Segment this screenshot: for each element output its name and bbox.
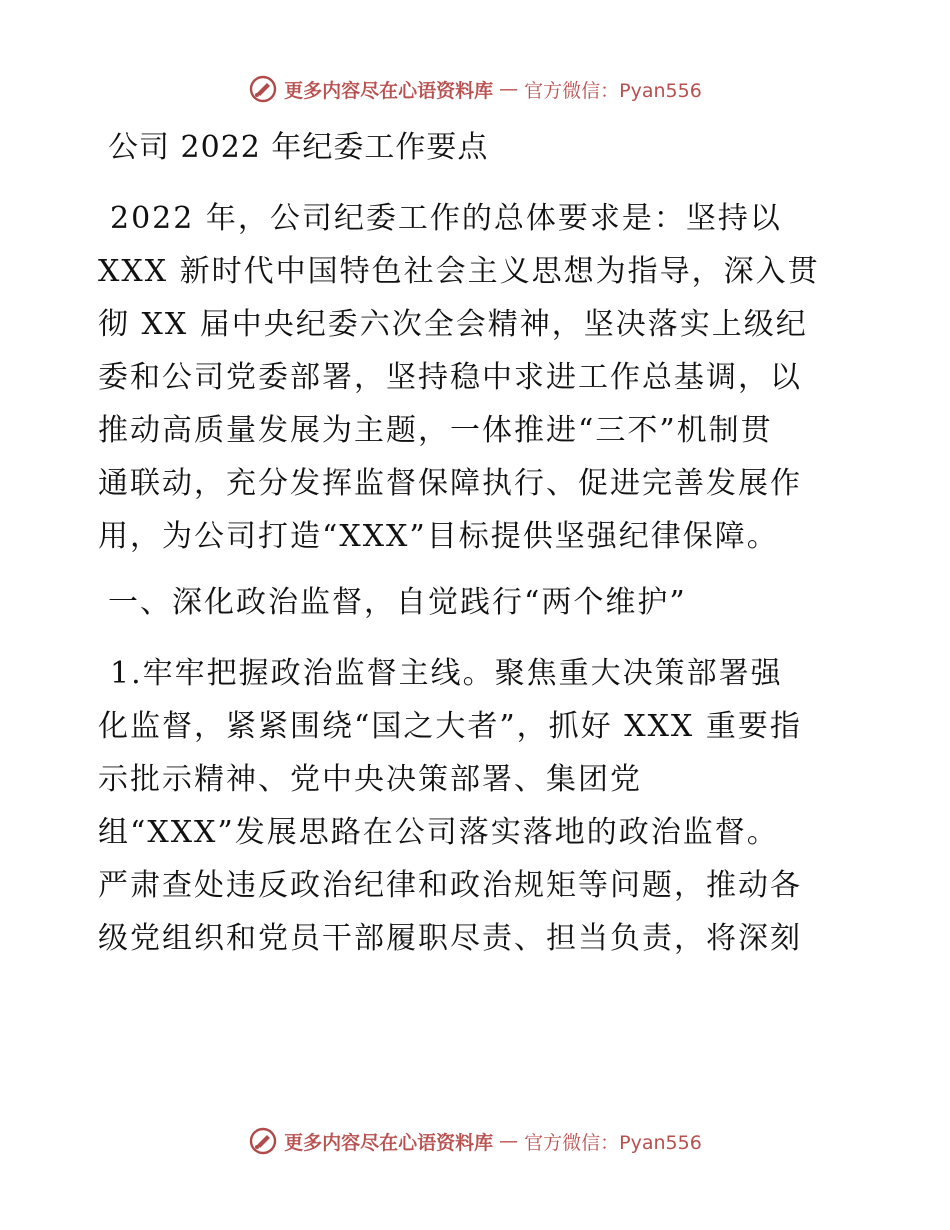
logo-icon [248, 1126, 278, 1156]
text-line: 用，为公司打造“XXX”目标提供坚强纪律保障。 [98, 519, 779, 554]
text-line: 通联动，充分发挥监督保障执行、促进完善发展作 [98, 466, 802, 501]
text-line: 2022 年，公司纪委工作的总体要求是：坚持以 [110, 201, 782, 236]
text-line: 彻 XX 届中央纪委六次全会精神，坚决落实上级纪 [98, 307, 808, 342]
header-watermark [0, 74, 950, 104]
text-line: 示批示精神、党中央决策部署、集团党 [98, 762, 642, 797]
text-line: XXX 新时代中国特色社会主义思想为指导，深入贯 [98, 254, 820, 289]
text-line: 严肃查处违反政治纪律和政治规矩等问题，推动各 [98, 868, 802, 903]
text-line: 级党组织和党员干部履职尽责、担当负责，将深刻 [98, 921, 802, 956]
section-heading: 一、深化政治监督，自觉践行“两个维护” [108, 585, 687, 620]
text-line: 1.牢牢把握政治监督主线。聚焦重大决策部署强 [110, 656, 783, 691]
document-body [98, 124, 858, 981]
watermark-site-text: 更多内容尽在心语资料库 [284, 79, 494, 102]
text-line: 组“XXX”发展思路在公司落实落地的政治监督。 [98, 815, 779, 850]
text-line: 委和公司党委部署，坚持稳中求进工作总基调，以 [98, 360, 802, 395]
watermark-dash: — [499, 1130, 519, 1152]
watermark-dash: — [499, 78, 519, 100]
text-line: 化监督，紧紧围绕“国之大者”，抓好 XXX 重要指 [98, 709, 802, 744]
watermark-wechat-text: 官方微信：Pyan556 [524, 1131, 702, 1154]
watermark-wechat-text: 官方微信：Pyan556 [524, 79, 702, 102]
footer-watermark [0, 1126, 950, 1156]
watermark-site-text: 更多内容尽在心语资料库 [284, 1131, 494, 1154]
item-paragraph [98, 647, 858, 965]
logo-icon [248, 74, 278, 104]
text-line: 推动高质量发展为主题，一体推进“三不”机制贯 [98, 413, 773, 448]
document-title: 公司 2022 年纪委工作要点 [108, 130, 489, 165]
intro-paragraph [98, 192, 858, 563]
